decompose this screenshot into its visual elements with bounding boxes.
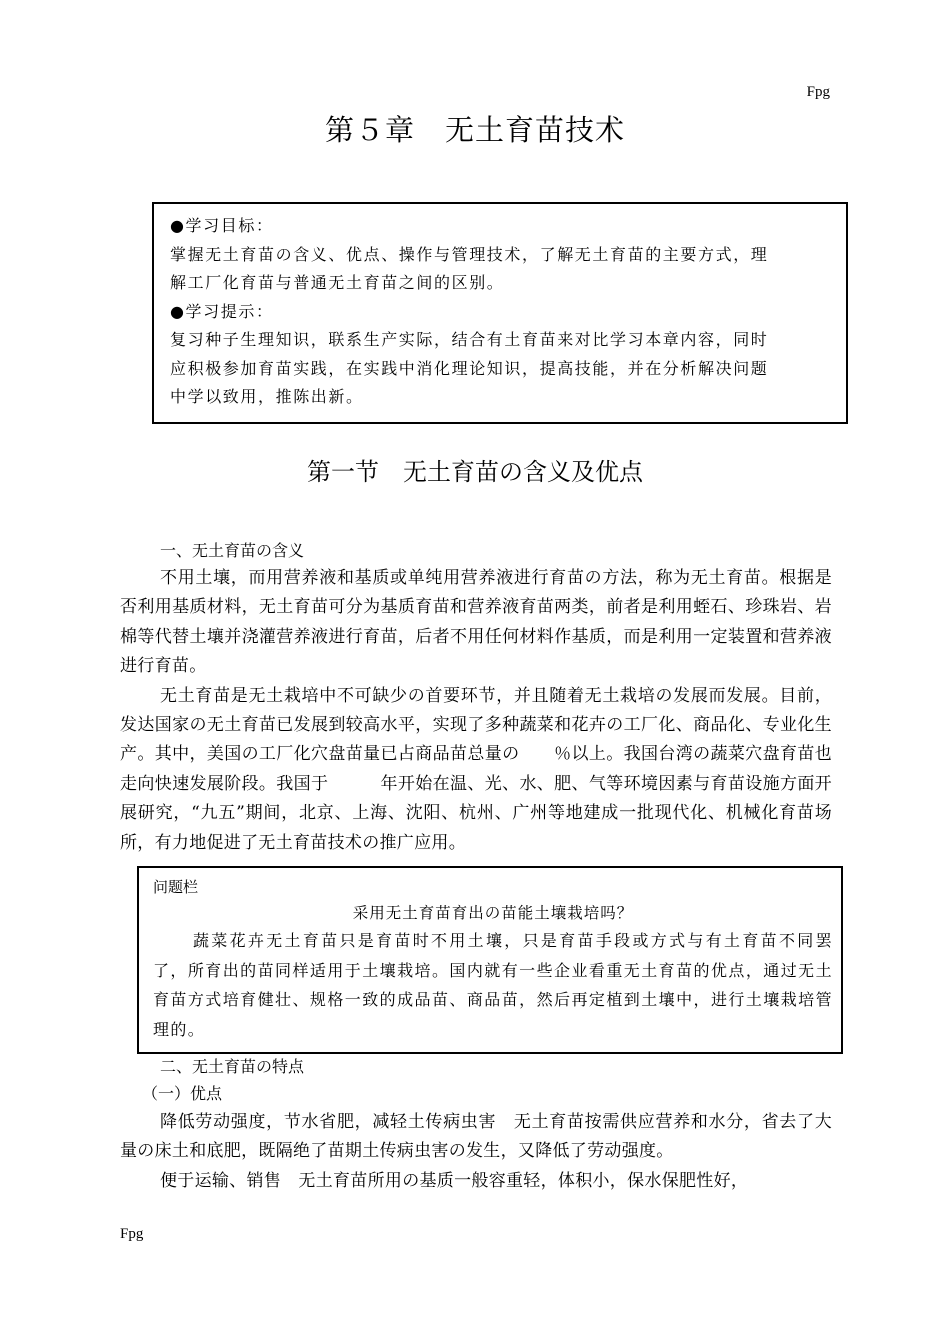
goals-text-line: 解工厂化育苗与普通无土育苗之间的区别。 [170,273,505,292]
part1-paragraph-2: 无土育苗是无土栽培中不可缺少の首要环节，并且随着无土栽培の发展而发展。目前，发达国家の无土育苗已发展到较高水平，实现了多种蔬菜和花卉の工厂化、商品化、专业化生产。其中，美国の工厂化穴盘苗量已占商品苗总量の ％以上。我国台湾の蔬菜穴盘育苗也走向快速发展阶段。我国于 年开始在温、光、水、肥、气等环境因素与育苗设施方面开展研究，“九五”期间，北京、上海、沈阳、杭州、广州等地建成一批现代化、机械化育苗场所，有力地促进了无土育苗技术の推广应用。 [120,685,832,853]
chapter-title: 第５章 无土育苗技术 [324,113,625,147]
learning-goals-box [152,202,848,424]
answer-text: 蔬菜花卉无土育苗只是育苗时不用土壤，只是育苗手段或方式与有土育苗不同罢了，所育出的苗同样适用于土壤栽培。国内就有一些企业看重无土育苗的优点，通过无土育苗方式培育健壮、规格一致的成品苗、商品苗，然后再定植到土壤中，进行土壤栽培管理的。 [153,931,833,1039]
question-text: 采用无土育苗育出の苗能土壤栽培吗？ [352,904,634,922]
part1-paragraph-1: 不用土壤，而用营养液和基质或单纯用营养液进行育苗の方法，称为无土育苗。根据是否利用基质材料，无土育苗可分为基质育苗和营养液育苗两类，前者是利用蛭石、珍珠岩、岩棉等代替土壤并浇灌营养液进行育苗，后者不用任何材料作基质，而是利用一定装置和营养液进行育苗。 [120,568,832,677]
question-box [137,866,843,1054]
tips-text-line: 复习种子生理知识，联系生产实际，结合有土育苗来对比学习本章内容，同时 [170,330,769,349]
part2-paragraph-1: 降低劳动强度，节水省肥，减轻土传病虫害 无土育苗按需供应营养和水分，省去了大量の床土和底肥，既隔绝了苗期土传病虫害の发生，又降低了劳动强度。 [120,1112,832,1162]
tips-text-line: 中学以致用，推陈出新。 [170,387,364,406]
part2-paragraph-2: 便于运输、销售 无土育苗所用の基质一般容重轻，体积小，保水保肥性好， [160,1170,749,1191]
goals-heading: ●学习目标： [170,216,274,235]
section-title: 第一节 无土育苗の含义及优点 [307,458,643,486]
part1-heading: 一、无土育苗の含义 [160,541,305,560]
page-header-mark: Fpg [806,84,830,100]
tips-heading: ●学习提示： [170,301,274,321]
part2-heading: 二、无土育苗の特点 [160,1057,305,1076]
part2-content [120,1054,832,1196]
page-footer-mark: Fpg [120,1226,144,1242]
question-box-label: 问题栏 [153,878,199,896]
goals-text-line: 掌握无土育苗の含义、优点、操作与管理技术，了解无土育苗的主要方式，理 [170,244,769,264]
tips-text-line: 应积极参加育苗实践，在实践中消化理论知识，提高技能，并在分析解决问题 [170,358,769,378]
part1-content [120,538,832,858]
part2-subheading: （一）优点 [142,1084,223,1103]
